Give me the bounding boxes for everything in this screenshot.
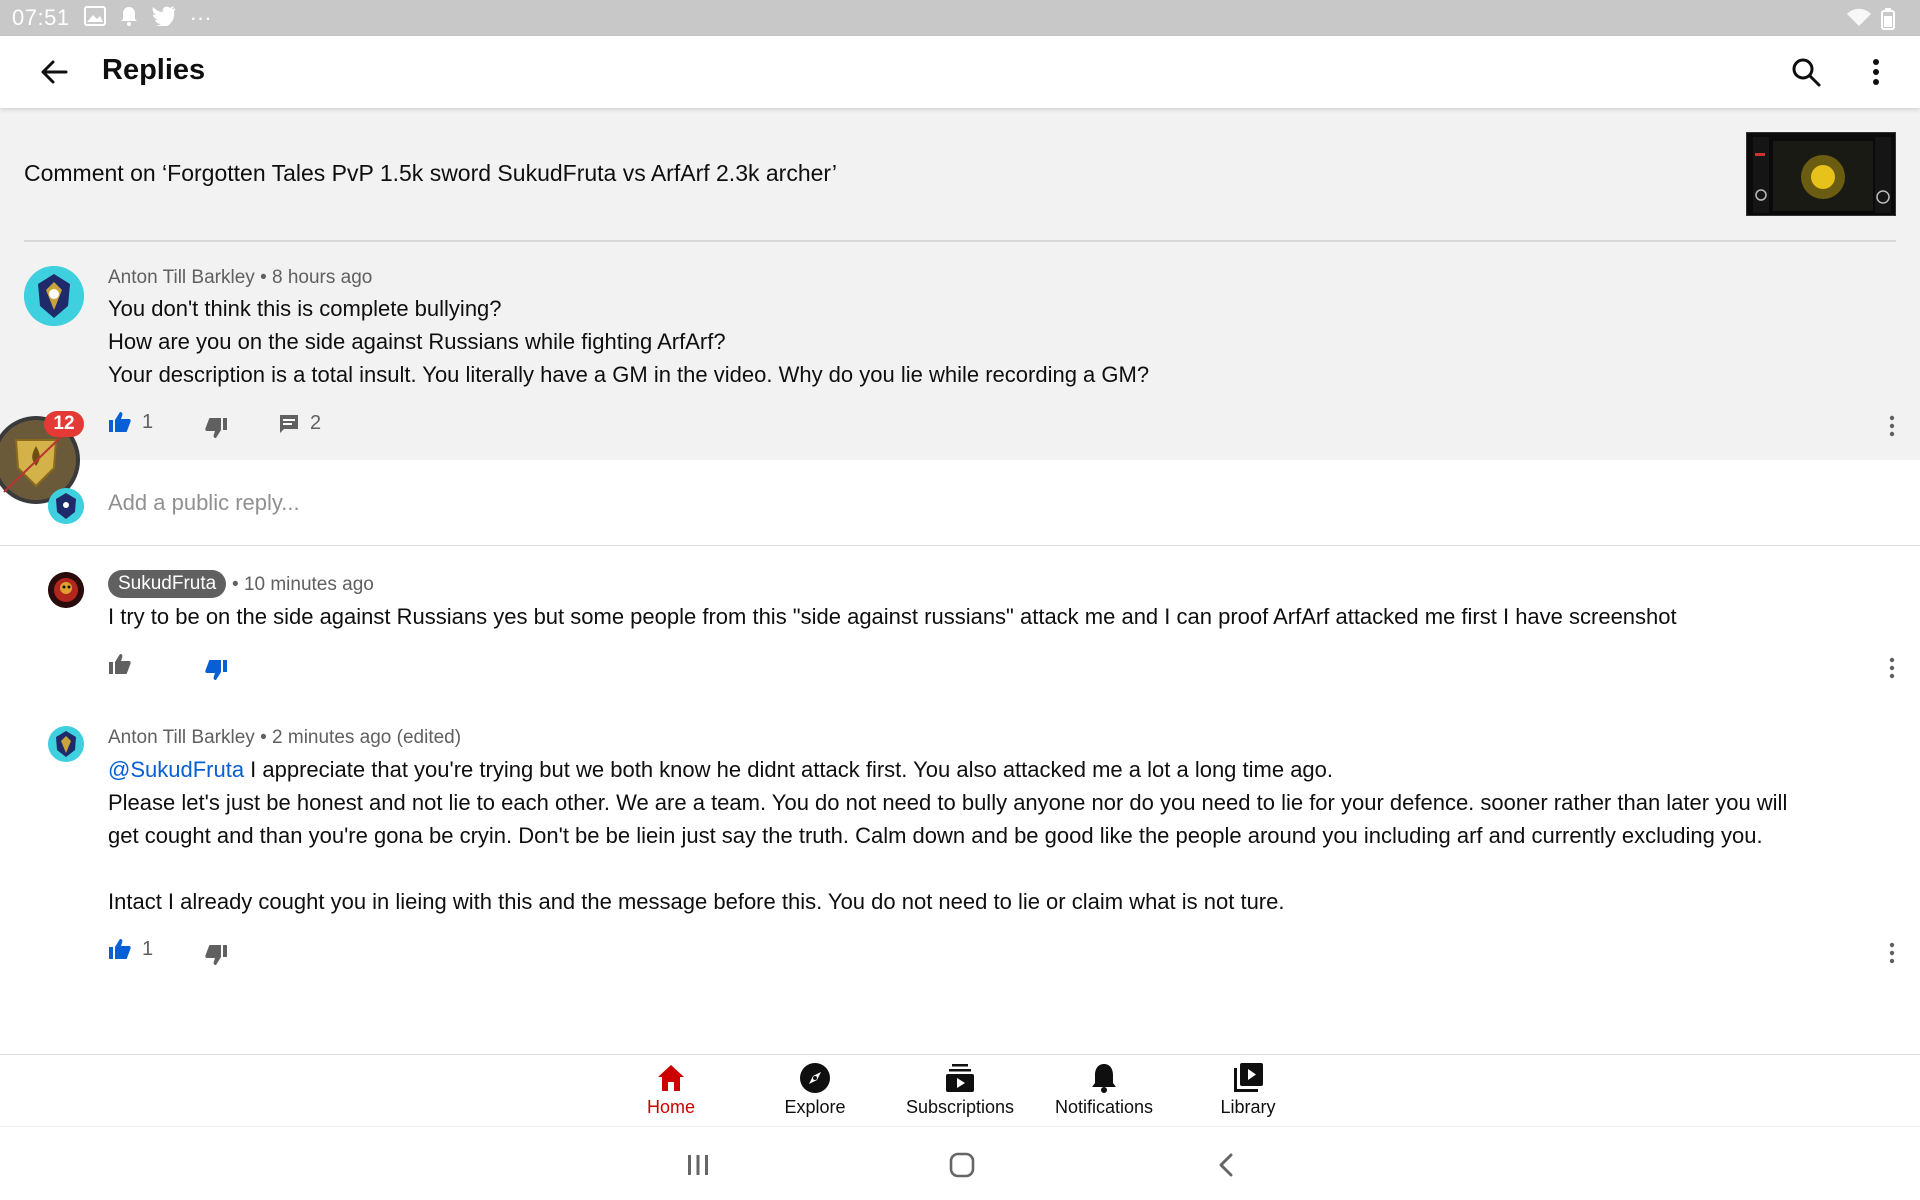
page-title: Replies xyxy=(102,54,206,86)
header-divider xyxy=(24,240,1896,242)
thumbs-down-icon xyxy=(204,943,228,967)
bottom-navigation xyxy=(0,1054,1920,1126)
nav-explore[interactable] xyxy=(750,1061,880,1125)
comment-author[interactable]: Anton Till Barkley xyxy=(108,267,255,288)
avatar[interactable] xyxy=(24,266,84,326)
like-button[interactable] xyxy=(108,410,153,434)
reply-count: 2 xyxy=(310,412,322,434)
comment-more-icon[interactable] xyxy=(1888,414,1896,438)
reply-more-icon[interactable] xyxy=(1888,941,1896,965)
reply-meta xyxy=(108,727,461,749)
reply-time: 10 minutes ago xyxy=(243,574,374,595)
user-mention-link[interactable]: @SukudFruta xyxy=(108,757,245,782)
avatar[interactable] xyxy=(48,726,84,762)
like-count: 1 xyxy=(142,937,154,960)
nav-label: Explore xyxy=(784,1097,846,1117)
recents-icon[interactable] xyxy=(686,1153,710,1182)
wifi-icon xyxy=(1846,8,1872,35)
back-chevron-icon[interactable] xyxy=(1216,1151,1236,1184)
more-dots-icon: ··· xyxy=(189,5,212,30)
thumbs-up-icon xyxy=(108,652,132,676)
image-icon xyxy=(84,6,106,31)
bell-icon xyxy=(120,6,138,31)
nav-subscriptions[interactable] xyxy=(895,1061,1025,1125)
twitter-icon xyxy=(152,6,176,31)
reply-time: 2 minutes ago (edited) xyxy=(272,727,462,748)
reply-meta xyxy=(232,574,374,596)
bell-icon xyxy=(1087,1061,1121,1095)
reply-text: I try to be on the side against Russians yes but some people from this "side against russians" attack me and I can proof ArfArf attacked me first I have screenshot xyxy=(108,604,1677,629)
reply-text-line xyxy=(108,753,1333,786)
public-reply-input[interactable]: Add a public reply... xyxy=(108,490,300,515)
like-button[interactable] xyxy=(108,937,153,961)
like-count: 1 xyxy=(142,410,154,433)
like-button[interactable] xyxy=(108,652,132,676)
thumbs-down-icon xyxy=(204,416,228,440)
home-icon xyxy=(654,1061,688,1095)
subscriptions-icon xyxy=(943,1061,977,1095)
nav-library[interactable] xyxy=(1183,1061,1313,1125)
more-vert-icon[interactable] xyxy=(1858,54,1894,90)
reply-text-line: get cought and than you're gona be cryin. Don't be be liein just say the truth. Calm down and be good like the people around you including arf and currently excluding you. xyxy=(108,823,1763,848)
comment-icon xyxy=(278,413,300,435)
app-bar xyxy=(0,36,1920,108)
thumbs-down-icon xyxy=(204,658,228,682)
meta-separator: • xyxy=(260,267,267,288)
video-thumbnail[interactable] xyxy=(1746,132,1896,216)
dislike-button[interactable] xyxy=(204,658,228,682)
thumbs-up-icon xyxy=(108,410,132,434)
nav-notifications[interactable] xyxy=(1039,1061,1169,1125)
nav-label: Library xyxy=(1220,1097,1276,1117)
nav-label: Notifications xyxy=(1054,1097,1154,1117)
comment-meta xyxy=(108,267,372,289)
meta-separator: • xyxy=(260,727,267,748)
reply-author[interactable]: Anton Till Barkley xyxy=(108,727,255,748)
reply-more-icon[interactable] xyxy=(1888,656,1896,680)
nav-label: Home xyxy=(646,1097,695,1117)
comment-line: You don't think this is complete bullying? xyxy=(108,296,502,321)
nav-label: Subscriptions xyxy=(905,1097,1015,1117)
compass-icon xyxy=(798,1061,832,1095)
video-reference-title[interactable]: Comment on ‘Forgotten Tales PvP 1.5k sword SukudFruta vs ArfArf 2.3k archer’ xyxy=(24,160,838,186)
avatar[interactable] xyxy=(48,572,84,608)
home-circle-icon[interactable] xyxy=(948,1151,976,1184)
status-bar xyxy=(0,0,1920,36)
comment-line: Your description is a total insult. You literally have a GM in the video. Why do you lie while recording a GM? xyxy=(108,362,1150,387)
battery-icon xyxy=(1880,8,1896,35)
author-chip[interactable]: SukudFruta xyxy=(108,570,226,598)
meta-separator: • xyxy=(232,574,239,595)
dislike-button[interactable] xyxy=(204,943,228,967)
reply-text-line: Please let's just be honest and not lie to each other. We are a team. You do not need to bully anyone nor do you need to lie for your defence. sooner rather than later you will xyxy=(108,790,1788,815)
comment-time: 8 hours ago xyxy=(272,267,373,288)
nav-home[interactable] xyxy=(606,1061,736,1125)
search-icon[interactable] xyxy=(1788,54,1824,90)
replies-button[interactable] xyxy=(278,412,321,435)
library-icon xyxy=(1231,1061,1265,1095)
system-navigation-bar xyxy=(0,1126,1920,1200)
back-arrow-icon[interactable] xyxy=(36,54,72,90)
thumbs-up-icon xyxy=(108,937,132,961)
my-avatar xyxy=(48,488,84,524)
status-time: 07:51 xyxy=(12,5,70,30)
dislike-button[interactable] xyxy=(204,416,228,440)
notification-badge: 12 xyxy=(44,411,84,437)
reply-text-line: Intact I already cought you in lieing with this and the message before this. You do not need to lie or claim what is not ture. xyxy=(108,889,1285,914)
reply-text-segment: I appreciate that you're trying but we both know he didnt attack first. You also attacked me a lot a long time ago. xyxy=(244,757,1334,782)
comment-line: How are you on the side against Russians while fighting ArfArf? xyxy=(108,329,726,354)
